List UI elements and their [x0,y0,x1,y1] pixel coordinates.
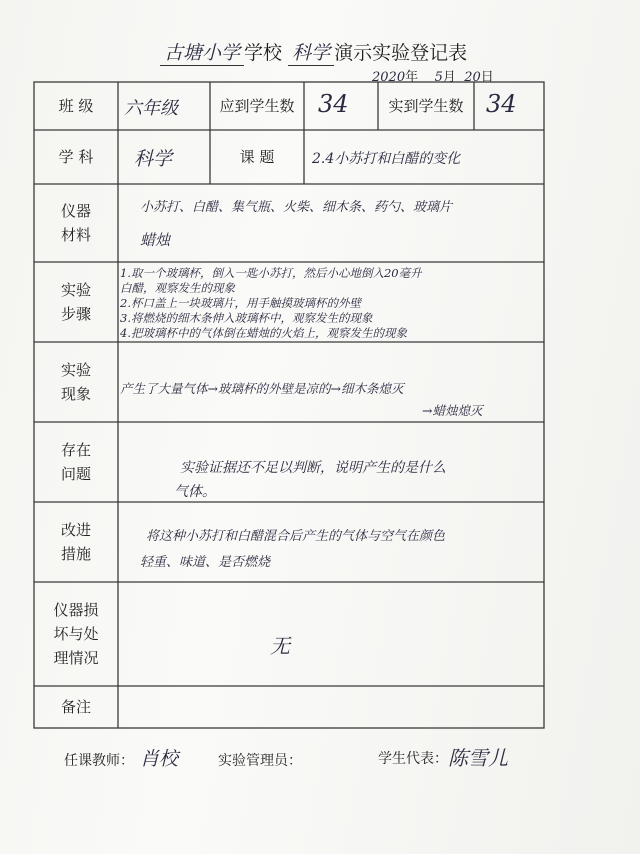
improvement-line1: 将这种小苏打和白醋混合后产生的气体与空气在颜色 [146,529,446,544]
subject-name: 科学 [288,38,334,66]
subject-label: 学 科 [58,148,94,166]
phenomena-label [34,358,118,406]
phenomena-value [120,378,540,422]
damage-value: 无 [270,634,290,658]
expected-students-label: 应到学生数 [219,97,295,115]
phenomena-label-line2: 现象 [60,385,91,403]
remarks-label: 备注 [60,698,91,716]
actual-students-label: 实到学生数 [388,97,464,115]
lab-manager-label: 实验管理员： [218,753,302,769]
teacher-signature: 肖校 [140,748,179,770]
problems-line1: 实验证据还不足以判断，说明产生的是什么 [180,460,446,476]
steps-line1: 1.取一个玻璃杯，倒入一匙小苏打，然后小心地倒入20毫升 [120,266,422,280]
materials-label-line2: 材料 [60,226,91,244]
date-day: 20 [464,70,481,85]
form-title [160,38,467,66]
subject-value: 科学 [134,148,173,170]
phenomena-label-line1: 实验 [60,361,91,379]
materials-line1: 小苏打、白醋、集气瓶、火柴、细木条、药勺、玻璃片 [140,200,453,215]
problems-label-line2: 问题 [60,465,91,483]
materials-label-line1: 仪器 [60,202,91,220]
steps-line3: 2.杯口盖上一块玻璃片，用手触摸玻璃杯的外壁 [120,296,361,310]
problems-value [174,456,540,504]
damage-label-line3: 理情况 [53,649,99,667]
improvement-label [34,518,118,566]
topic-value: 2.4小苏打和白醋的变化 [312,151,461,167]
date-month: 5 [434,70,443,85]
school-name: 古塘小学 [160,38,244,66]
steps-label-line2: 步骤 [60,305,91,323]
improvement-label-line2: 措施 [60,545,91,563]
topic-label: 课 题 [239,148,275,166]
date-year: 2020 [372,70,406,85]
materials-label [34,199,118,247]
student-rep-label: 学生代表： [378,751,448,767]
improvement-label-line1: 改进 [60,521,91,539]
improvement-value [140,524,540,576]
problems-label [34,438,118,486]
steps-label-line1: 实验 [60,281,91,299]
materials-value [140,196,540,252]
phenomena-line2: →蜡烛熄灭 [422,403,483,418]
materials-line2: 蜡烛 [140,231,171,249]
steps-line4: 3.将燃烧的细木条伸入玻璃杯中，观察发生的现象 [120,311,373,325]
student-rep-signature: 陈雪儿 [448,746,508,770]
steps-line2: 白醋，观察发生的现象 [120,281,235,295]
damage-label-line2: 坏与处 [53,625,99,643]
problems-label-line1: 存在 [60,441,91,459]
expected-students-value: 34 [318,90,349,118]
title-suffix: 演示实验登记表 [334,42,468,64]
class-value: 六年级 [124,98,178,119]
damage-label-line1: 仪器损 [53,601,99,619]
damage-label [34,598,118,670]
phenomena-line1: 产生了大量气体→玻璃杯的外壁是凉的→细木条熄灭 [120,381,404,396]
school-suffix: 学校 [244,42,283,64]
steps-value [120,266,540,341]
year-suffix: 年 [405,70,419,85]
steps-label [34,278,118,326]
form-date [372,66,494,85]
problems-line2: 气体。 [174,484,216,500]
class-label: 班 级 [58,97,94,115]
month-suffix: 月 [442,70,456,85]
teacher-label: 任课教师： [64,753,134,769]
improvement-line2: 轻重、味道、是否燃烧 [140,555,271,570]
day-suffix: 日 [480,70,494,85]
steps-line5: 4.把玻璃杯中的气体倒在蜡烛的火焰上，观察发生的现象 [120,326,407,340]
actual-students-value: 34 [486,90,517,118]
